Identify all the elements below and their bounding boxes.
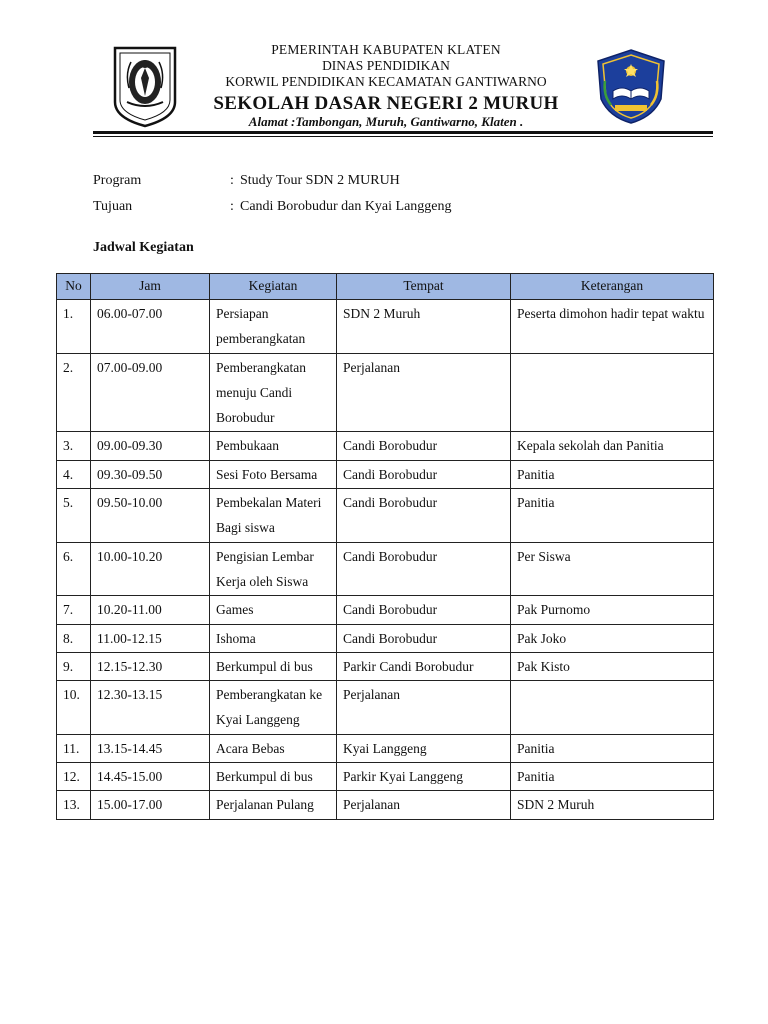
cell-kegiatan: Games — [210, 596, 337, 624]
table-row — [57, 432, 714, 460]
cell-kegiatan: Pengisian Lembar Kerja oleh Siswa — [210, 542, 337, 596]
header-kegiatan: Kegiatan — [210, 274, 337, 300]
cell-tempat: Candi Borobudur — [337, 542, 511, 596]
cell-tempat: Perjalanan — [337, 791, 511, 819]
letterhead-school-name: SEKOLAH DASAR NEGERI 2 MURUH — [213, 93, 559, 114]
cell-jam: 09.00-09.30 — [91, 432, 210, 460]
cell-tempat: Candi Borobudur — [337, 596, 511, 624]
table-row — [57, 300, 714, 354]
cell-tempat: Kyai Langgeng — [337, 734, 511, 762]
cell-keterangan: Per Siswa — [511, 542, 714, 596]
cell-kegiatan: Berkumpul di bus — [210, 763, 337, 791]
table-row — [57, 489, 714, 543]
cell-keterangan — [511, 353, 714, 432]
schedule-table — [56, 273, 714, 820]
program-value: Study Tour SDN 2 MURUH — [240, 173, 400, 188]
table-row — [57, 681, 714, 735]
tujuan-label: Tujuan — [93, 199, 133, 214]
cell-keterangan: Pak Joko — [511, 624, 714, 652]
cell-no: 6. — [57, 542, 91, 596]
header-tempat: Tempat — [337, 274, 511, 300]
cell-tempat: Candi Borobudur — [337, 432, 511, 460]
cell-tempat: Perjalanan — [337, 353, 511, 432]
cell-keterangan: Panitia — [511, 460, 714, 488]
header-no: No — [57, 274, 91, 300]
cell-tempat: Candi Borobudur — [337, 624, 511, 652]
cell-keterangan: Peserta dimohon hadir tepat waktu — [511, 300, 714, 354]
tujuan-value: Candi Borobudur dan Kyai Langgeng — [240, 199, 452, 214]
table-row — [57, 542, 714, 596]
letterhead-divider-thick — [93, 131, 713, 134]
cell-no: 13. — [57, 791, 91, 819]
cell-no: 3. — [57, 432, 91, 460]
program-label: Program — [93, 173, 142, 188]
cell-kegiatan: Perjalanan Pulang — [210, 791, 337, 819]
table-row — [57, 791, 714, 819]
cell-jam: 12.15-12.30 — [91, 652, 210, 680]
cell-kegiatan: Sesi Foto Bersama — [210, 460, 337, 488]
letterhead-district-office: KORWIL PENDIDIKAN KECAMATAN GANTIWARNO — [225, 74, 547, 89]
cell-no: 8. — [57, 624, 91, 652]
cell-jam: 09.50-10.00 — [91, 489, 210, 543]
table-row — [57, 624, 714, 652]
cell-keterangan: Pak Purnomo — [511, 596, 714, 624]
cell-jam: 14.45-15.00 — [91, 763, 210, 791]
cell-jam: 06.00-07.00 — [91, 300, 210, 354]
letterhead-address: Alamat :Tambongan, Muruh, Gantiwarno, Klaten . — [248, 114, 524, 129]
cell-no: 5. — [57, 489, 91, 543]
cell-keterangan: SDN 2 Muruh — [511, 791, 714, 819]
cell-no: 4. — [57, 460, 91, 488]
cell-kegiatan: Persiapan pemberangkatan — [210, 300, 337, 354]
cell-tempat: SDN 2 Muruh — [337, 300, 511, 354]
header-keterangan: Keterangan — [511, 274, 714, 300]
cell-jam: 15.00-17.00 — [91, 791, 210, 819]
cell-kegiatan: Ishoma — [210, 624, 337, 652]
cell-tempat: Perjalanan — [337, 681, 511, 735]
cell-jam: 07.00-09.00 — [91, 353, 210, 432]
klaten-regency-emblem-icon — [111, 44, 179, 128]
cell-no: 10. — [57, 681, 91, 735]
cell-keterangan: Kepala sekolah dan Panitia — [511, 432, 714, 460]
cell-keterangan: Pak Kisto — [511, 652, 714, 680]
cell-kegiatan: Pemberangkatan menuju Candi Borobudur — [210, 353, 337, 432]
school-emblem-icon — [591, 47, 671, 125]
cell-kegiatan: Pembukaan — [210, 432, 337, 460]
table-row — [57, 734, 714, 762]
cell-keterangan: Panitia — [511, 489, 714, 543]
cell-jam: 11.00-12.15 — [91, 624, 210, 652]
program-colon: : — [230, 173, 234, 188]
cell-no: 7. — [57, 596, 91, 624]
cell-no: 9. — [57, 652, 91, 680]
cell-no: 2. — [57, 353, 91, 432]
table-row — [57, 353, 714, 432]
table-row — [57, 596, 714, 624]
cell-keterangan: Panitia — [511, 763, 714, 791]
cell-no: 11. — [57, 734, 91, 762]
letterhead-government: PEMERINTAH KABUPATEN KLATEN — [271, 42, 501, 57]
table-header-row — [57, 274, 714, 300]
cell-jam: 10.00-10.20 — [91, 542, 210, 596]
cell-kegiatan: Pembekalan Materi Bagi siswa — [210, 489, 337, 543]
cell-keterangan — [511, 681, 714, 735]
section-title: Jadwal Kegiatan — [93, 240, 194, 255]
table-row — [57, 763, 714, 791]
header-jam: Jam — [91, 274, 210, 300]
cell-kegiatan: Pemberangkatan ke Kyai Langgeng — [210, 681, 337, 735]
cell-jam: 12.30-13.15 — [91, 681, 210, 735]
cell-jam: 09.30-09.50 — [91, 460, 210, 488]
table-row — [57, 460, 714, 488]
cell-tempat: Parkir Kyai Langgeng — [337, 763, 511, 791]
table-body — [57, 300, 714, 820]
table-row — [57, 652, 714, 680]
cell-jam: 10.20-11.00 — [91, 596, 210, 624]
letterhead-divider-thin — [93, 136, 713, 137]
cell-keterangan: Panitia — [511, 734, 714, 762]
cell-no: 12. — [57, 763, 91, 791]
cell-kegiatan: Acara Bebas — [210, 734, 337, 762]
cell-tempat: Candi Borobudur — [337, 489, 511, 543]
cell-jam: 13.15-14.45 — [91, 734, 210, 762]
tujuan-colon: : — [230, 199, 234, 214]
cell-tempat: Parkir Candi Borobudur — [337, 652, 511, 680]
cell-kegiatan: Berkumpul di bus — [210, 652, 337, 680]
letterhead-department: DINAS PENDIDIKAN — [322, 58, 450, 73]
cell-no: 1. — [57, 300, 91, 354]
cell-tempat: Candi Borobudur — [337, 460, 511, 488]
